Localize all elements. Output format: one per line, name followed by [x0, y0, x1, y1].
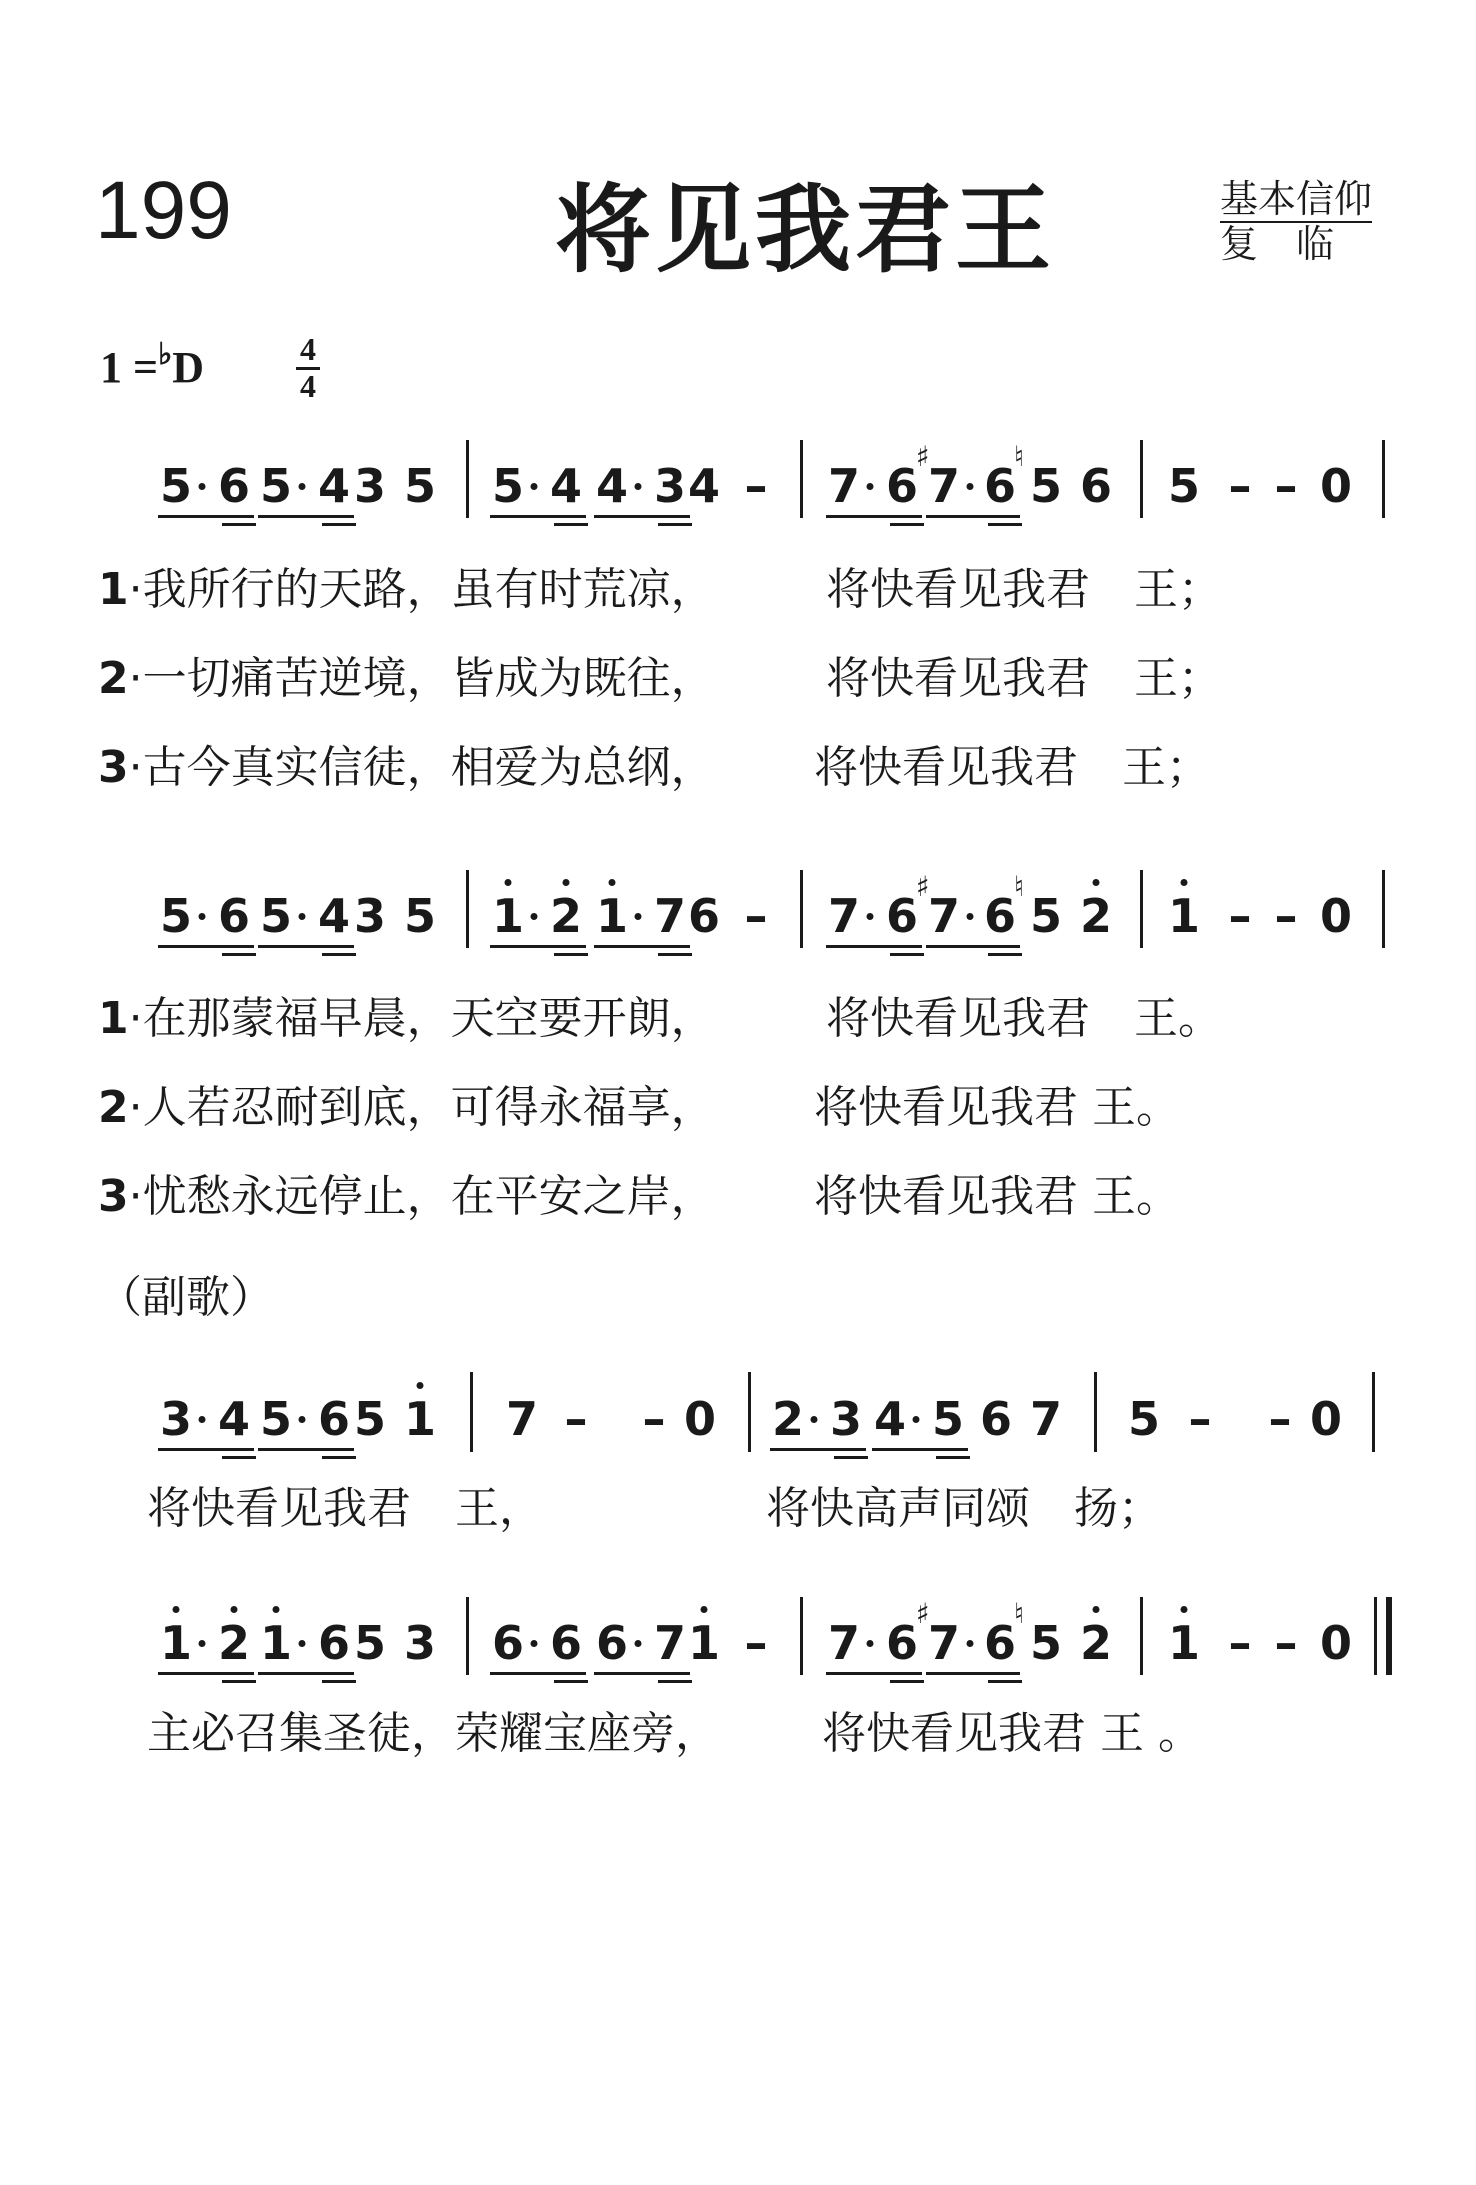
- note: 1: [687, 1616, 721, 1670]
- note: 5: [259, 459, 293, 513]
- note: –: [642, 1392, 666, 1446]
- beam-line: [490, 515, 586, 518]
- note: –: [1268, 1392, 1292, 1446]
- note: 0: [1319, 459, 1353, 513]
- note: 3: [159, 1392, 193, 1446]
- beam-line: [490, 1672, 586, 1675]
- note: 6: [885, 889, 919, 943]
- note: 5: [259, 1392, 293, 1446]
- verse-number: 2: [98, 1082, 129, 1133]
- augmentation-dot: [299, 1640, 306, 1647]
- barline: [1382, 870, 1385, 948]
- beam-line: [926, 1672, 1020, 1675]
- note: 5: [931, 1392, 965, 1446]
- note: 6: [885, 459, 919, 513]
- lyric-text: ·忧愁永远停止，在平安之岸，: [128, 1171, 715, 1222]
- note: 7: [505, 1392, 539, 1446]
- note: 1: [491, 889, 525, 943]
- beam-line-2: [554, 1680, 588, 1683]
- note: 4: [317, 889, 351, 943]
- note: 6: [491, 1616, 525, 1670]
- barline: [466, 440, 469, 518]
- time-bottom: 4: [300, 367, 316, 404]
- note: 1: [403, 1392, 437, 1446]
- augmentation-dot: [635, 913, 642, 920]
- hymn-title: 将见我君王: [555, 174, 1055, 286]
- barline: [800, 870, 803, 948]
- lyric-line-s2-v3-end: 将快看见我君 王。: [814, 1171, 1180, 1222]
- high-octave-dot: [1093, 879, 1100, 886]
- high-octave-dot: [609, 879, 616, 886]
- beam-line-2: [554, 953, 588, 956]
- note: 5: [353, 1392, 387, 1446]
- augmentation-dot: [299, 1416, 306, 1423]
- lyric-text: ·一切痛苦逆境，皆成为既往，: [128, 653, 715, 704]
- beam-line: [872, 1448, 968, 1451]
- beam-line-2: [222, 1456, 256, 1459]
- natural-sign: ♮: [1014, 1597, 1025, 1630]
- note: 7: [1029, 1392, 1063, 1446]
- note: 4: [873, 1392, 907, 1446]
- note: –: [744, 459, 768, 513]
- note: 6: [983, 1616, 1017, 1670]
- verse-number: 1: [98, 993, 129, 1044]
- note: 0: [1309, 1392, 1343, 1446]
- lyric-line-s2-v2-end: 将快看见我君 王。: [814, 1082, 1180, 1133]
- note: 2: [771, 1392, 805, 1446]
- verse-number: 3: [98, 742, 129, 793]
- time-signature: [296, 333, 320, 403]
- note: 1: [259, 1616, 293, 1670]
- lyric-text: ·人若忍耐到底，可得永福享，: [128, 1082, 715, 1133]
- verse-number: 3: [98, 1171, 129, 1222]
- note: 2: [1079, 1616, 1113, 1670]
- lyric-line-s1-v1: [98, 564, 715, 615]
- note: 5: [1029, 889, 1063, 943]
- beam-line: [158, 945, 254, 948]
- hymn-number: 199: [95, 165, 232, 256]
- beam-line-2: [222, 953, 256, 956]
- beam-line: [490, 945, 586, 948]
- high-octave-dot: [417, 1382, 424, 1389]
- note: –: [744, 889, 768, 943]
- beam-line-2: [658, 523, 692, 526]
- high-octave-dot: [701, 1606, 708, 1613]
- high-octave-dot: [1181, 879, 1188, 886]
- augmentation-dot: [199, 483, 206, 490]
- augmentation-dot: [531, 913, 538, 920]
- beam-line-2: [890, 1680, 924, 1683]
- beam-line-2: [988, 953, 1022, 956]
- lyric-text: ·古今真实信徒，相爱为总纲，: [128, 742, 715, 793]
- augmentation-dot: [867, 483, 874, 490]
- sharp-sign: ♯: [916, 1597, 930, 1630]
- augmentation-dot: [867, 913, 874, 920]
- natural-sign: ♮: [1014, 870, 1025, 903]
- beam-line: [258, 515, 354, 518]
- note: 1: [1167, 1616, 1201, 1670]
- augmentation-dot: [867, 1640, 874, 1647]
- note: 7: [927, 1616, 961, 1670]
- note: 2: [217, 1616, 251, 1670]
- note: 5: [403, 459, 437, 513]
- high-octave-dot: [231, 1606, 238, 1613]
- high-octave-dot: [173, 1606, 180, 1613]
- augmentation-dot: [635, 483, 642, 490]
- chorus-lyric-1b: 将快高声同颂 扬；: [766, 1483, 1162, 1534]
- flat-sign: ♭: [158, 338, 173, 371]
- note: 5: [1127, 1392, 1161, 1446]
- note: 6: [217, 889, 251, 943]
- beam-line: [594, 1672, 690, 1675]
- beam-line: [770, 1448, 866, 1451]
- note: 6: [983, 459, 1017, 513]
- beam-line-2: [890, 523, 924, 526]
- lyric-line-s1-v3-end: 将快看见我君 王；: [814, 742, 1210, 793]
- barline: [800, 440, 803, 518]
- lyric-line-s2-v3: [98, 1171, 715, 1222]
- note: 3: [353, 459, 387, 513]
- sharp-sign: ♯: [916, 440, 930, 473]
- time-top: 4: [300, 331, 316, 367]
- key-signature: [100, 338, 205, 393]
- note: 6: [217, 459, 251, 513]
- augmentation-dot: [531, 1640, 538, 1647]
- augmentation-dot: [199, 1640, 206, 1647]
- note: 7: [927, 889, 961, 943]
- augmentation-dot: [299, 913, 306, 920]
- note: –: [1228, 889, 1252, 943]
- note: 3: [353, 889, 387, 943]
- note: 4: [317, 459, 351, 513]
- note: 3: [403, 1616, 437, 1670]
- beam-line-2: [988, 523, 1022, 526]
- beam-line-2: [222, 1680, 256, 1683]
- lyric-line-s2-v2: [98, 1082, 715, 1133]
- key-prefix: 1 =: [100, 343, 159, 392]
- beam-line: [158, 1448, 254, 1451]
- lyric-line-s2-v1: [98, 993, 715, 1044]
- beam-line-2: [658, 1680, 692, 1683]
- high-octave-dot: [563, 879, 570, 886]
- note: 0: [1319, 889, 1353, 943]
- barline: [800, 1597, 803, 1675]
- barline: [1140, 1597, 1143, 1675]
- note: 6: [885, 1616, 919, 1670]
- barline: [1386, 1597, 1392, 1675]
- augmentation-dot: [199, 1416, 206, 1423]
- category: 基本信仰: [1220, 177, 1373, 221]
- high-octave-dot: [1093, 1606, 1100, 1613]
- note: 5: [353, 1616, 387, 1670]
- note: 6: [549, 1616, 583, 1670]
- high-octave-dot: [1181, 1606, 1188, 1613]
- barline: [470, 1372, 473, 1452]
- beam-line-2: [322, 523, 356, 526]
- note: –: [744, 1616, 768, 1670]
- augmentation-dot: [967, 483, 974, 490]
- lyric-line-s1-v3: [98, 742, 715, 793]
- beam-line-2: [554, 523, 588, 526]
- high-octave-dot: [505, 879, 512, 886]
- note: 7: [827, 459, 861, 513]
- note: 6: [687, 889, 721, 943]
- note: 4: [595, 459, 629, 513]
- lyric-text: ·我所行的天路，虽有时荒凉，: [128, 564, 715, 615]
- augmentation-dot: [967, 913, 974, 920]
- augmentation-dot: [811, 1416, 818, 1423]
- beam-line-2: [834, 1456, 868, 1459]
- beam-line: [594, 515, 690, 518]
- high-octave-dot: [273, 1606, 280, 1613]
- chorus-lyric-2b: 将快看见我君 王 。: [822, 1708, 1202, 1759]
- note: 6: [979, 1392, 1013, 1446]
- note: 4: [687, 459, 721, 513]
- augmentation-dot: [299, 483, 306, 490]
- chorus-label: （副歌）: [98, 1272, 274, 1323]
- beam-line: [258, 1672, 354, 1675]
- barline: [1372, 1372, 1375, 1452]
- barline: [1140, 870, 1143, 948]
- lyric-line-s2-v1-end: 将快看见我君 王。: [826, 993, 1222, 1044]
- category-block: [1220, 178, 1372, 265]
- beam-line: [594, 945, 690, 948]
- note: –: [1228, 1616, 1252, 1670]
- barline: [1374, 1597, 1377, 1675]
- note: 6: [317, 1616, 351, 1670]
- lyric-line-s1-v2: [98, 653, 715, 704]
- augmentation-dot: [531, 483, 538, 490]
- lyric-text: ·在那蒙福早晨，天空要开朗，: [128, 993, 715, 1044]
- note: –: [1228, 459, 1252, 513]
- chorus-lyric-1a: 将快看见我君 王，: [147, 1483, 543, 1534]
- note: 2: [549, 889, 583, 943]
- beam-line: [826, 515, 922, 518]
- beam-line: [258, 1448, 354, 1451]
- note: 7: [927, 459, 961, 513]
- note: 5: [1029, 1616, 1063, 1670]
- barline: [466, 870, 469, 948]
- beam-line: [926, 515, 1020, 518]
- beam-line-2: [658, 953, 692, 956]
- note: 3: [653, 459, 687, 513]
- subcategory: 复 临: [1220, 221, 1335, 266]
- beam-line-2: [322, 1680, 356, 1683]
- natural-sign: ♮: [1014, 440, 1025, 473]
- note: 1: [159, 1616, 193, 1670]
- note: 1: [595, 889, 629, 943]
- augmentation-dot: [967, 1640, 974, 1647]
- chorus-lyric-2a: 主必召集圣徒，荣耀宝座旁，: [147, 1708, 719, 1759]
- beam-line: [158, 1672, 254, 1675]
- note: 6: [983, 889, 1017, 943]
- note: 5: [159, 459, 193, 513]
- beam-line-2: [322, 1456, 356, 1459]
- note: 4: [217, 1392, 251, 1446]
- beam-line: [158, 515, 254, 518]
- lyric-line-s1-v1-end: 将快看见我君 王；: [826, 564, 1222, 615]
- lyric-line-s1-v2-end: 将快看见我君 王；: [826, 653, 1222, 704]
- note: 5: [1029, 459, 1063, 513]
- note: 5: [259, 889, 293, 943]
- note: 7: [653, 1616, 687, 1670]
- note: 0: [1319, 1616, 1353, 1670]
- beam-line-2: [322, 953, 356, 956]
- key-note: D: [172, 343, 205, 392]
- note: 7: [827, 1616, 861, 1670]
- note: 6: [317, 1392, 351, 1446]
- note: 6: [595, 1616, 629, 1670]
- beam-line-2: [222, 523, 256, 526]
- augmentation-dot: [913, 1416, 920, 1423]
- beam-line-2: [890, 953, 924, 956]
- note: 0: [683, 1392, 717, 1446]
- beam-line: [826, 945, 922, 948]
- barline: [1094, 1372, 1097, 1452]
- note: –: [1274, 889, 1298, 943]
- note: 2: [1079, 889, 1113, 943]
- sharp-sign: ♯: [916, 870, 930, 903]
- note: –: [564, 1392, 588, 1446]
- beam-line: [926, 945, 1020, 948]
- augmentation-dot: [199, 913, 206, 920]
- barline: [466, 1597, 469, 1675]
- barline: [1382, 440, 1385, 518]
- note: 5: [159, 889, 193, 943]
- augmentation-dot: [635, 1640, 642, 1647]
- note: 7: [827, 889, 861, 943]
- note: 5: [1167, 459, 1201, 513]
- barline: [1140, 440, 1143, 518]
- note: 3: [829, 1392, 863, 1446]
- verse-number: 2: [98, 653, 129, 704]
- note: –: [1274, 459, 1298, 513]
- verse-number: 1: [98, 564, 129, 615]
- note: 5: [491, 459, 525, 513]
- note: 5: [403, 889, 437, 943]
- note: –: [1274, 1616, 1298, 1670]
- beam-line: [258, 945, 354, 948]
- note: 7: [653, 889, 687, 943]
- note: 1: [1167, 889, 1201, 943]
- beam-line-2: [936, 1456, 970, 1459]
- beam-line-2: [988, 1680, 1022, 1683]
- note: –: [1188, 1392, 1212, 1446]
- note: 4: [549, 459, 583, 513]
- beam-line: [826, 1672, 922, 1675]
- note: 6: [1079, 459, 1113, 513]
- barline: [748, 1372, 751, 1452]
